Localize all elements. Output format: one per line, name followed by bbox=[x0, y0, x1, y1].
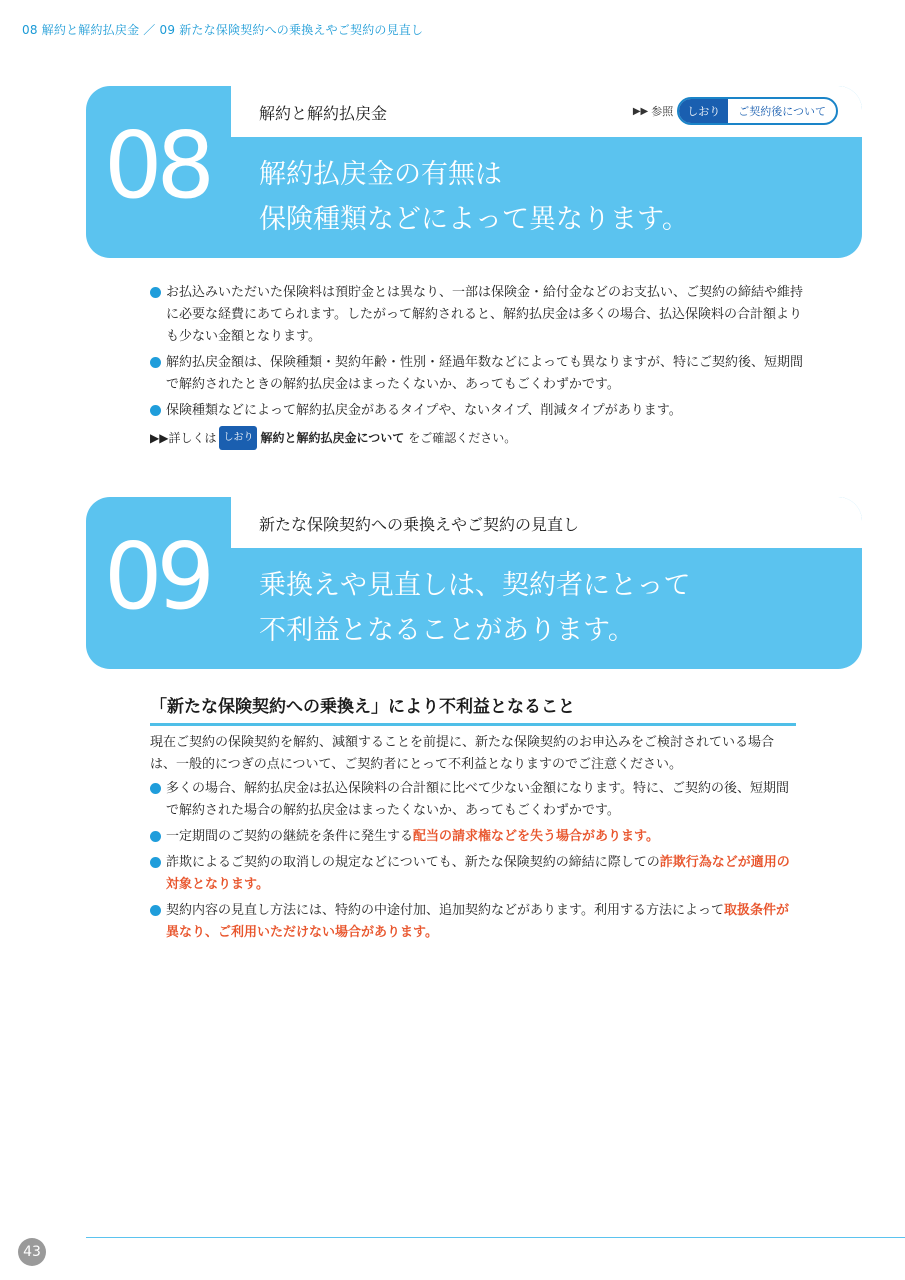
shiori-tag: しおり bbox=[219, 426, 257, 450]
section-headline bbox=[259, 152, 689, 242]
bullet-icon bbox=[150, 783, 161, 794]
ref-text: ご契約後について bbox=[738, 105, 826, 118]
headline-line: 保険種類などによって異なります。 bbox=[259, 204, 689, 235]
headline-line: 不利益となることがあります。 bbox=[259, 615, 635, 646]
highlight-text: 配当の請求権などを失う場合があります。 bbox=[413, 829, 659, 844]
sub-heading: 「新たな保険契約への乗換え」により不利益となること bbox=[150, 692, 796, 726]
reference-link[interactable] bbox=[633, 97, 838, 125]
section-08-body bbox=[150, 282, 810, 450]
list-item: お払込みいただいた保険料は預貯金とは異なり、一部は保険金・給付金などのお支払い、ご契約の締結や維持に必要な経費にあてられます。したがって解約されると、解約払戻金は多くの場合、払込保険料の合計額よりも少ない金額となります。 bbox=[150, 282, 810, 348]
intro-paragraph: 現在ご契約の保険契約を解約、減額することを前提に、新たな保険契約のお申込みをご検討されている場合は、一般的につぎの点について、ご契約者にとって不利益となりますのでご注意ください。 bbox=[150, 735, 775, 772]
section-09-header bbox=[86, 497, 862, 669]
section-label-bar bbox=[231, 86, 862, 137]
list-item: 解約払戻金額は、保険種類・契約年齢・性別・経過年数などによっても異なりますが、特にご契約後、短期間で解約されたときの解約払戻金はまったくないか、あってもごくわずかです。 bbox=[150, 352, 810, 396]
bullet-icon bbox=[150, 857, 161, 868]
arrow-icon: ▶▶ bbox=[632, 105, 649, 117]
breadcrumb: 08 解約と解約払戻金 ／ 09 新たな保険契約への乗換えやご契約の見直し bbox=[22, 23, 424, 37]
highlight-text: 詐欺行為などが適用の対象となります。 bbox=[166, 855, 790, 892]
section-08-header bbox=[86, 86, 862, 258]
headline-line: 乗換えや見直しは、契約者にとって bbox=[259, 570, 691, 601]
section-number: 09 bbox=[104, 523, 210, 630]
list-item: 多くの場合、解約払戻金は払込保険料の合計額に比べて少ない金額になります。特に、ご契約の後、短期間で解約された場合の解約払戻金はまったくないか、あってもごくわずかです。 bbox=[150, 778, 798, 822]
ref-pill[interactable] bbox=[677, 97, 838, 125]
section-number: 08 bbox=[104, 112, 210, 219]
bullet-icon bbox=[150, 357, 161, 368]
section-label-bar bbox=[231, 497, 862, 548]
section-09-body bbox=[150, 732, 798, 948]
bullet-icon bbox=[150, 287, 161, 298]
section-label: 解約と解約払戻金 bbox=[259, 104, 388, 123]
section-headline bbox=[259, 563, 690, 653]
detail-link[interactable]: 解約と解約払戻金について bbox=[260, 431, 405, 445]
bullet-icon bbox=[150, 405, 161, 416]
list-item: 詐欺によるご契約の取消しの規定などについても、新たな保険契約の締結に際しての詐欺行為などが適用の対象となります。 bbox=[150, 852, 798, 896]
list-item: 一定期間のご契約の継続を条件に発生する配当の請求権などを失う場合があります。 bbox=[150, 826, 798, 848]
bullet-icon bbox=[150, 831, 161, 842]
bullet-icon bbox=[150, 905, 161, 916]
section-label: 新たな保険契約への乗換えやご契約の見直し bbox=[259, 515, 580, 534]
highlight-text: 取扱条件が異なり、ご利用いただけない場合があります。 bbox=[166, 903, 789, 940]
shiori-tag: しおり bbox=[679, 99, 728, 123]
list-item: 契約内容の見直し方法には、特約の中途付加、追加契約などがあります。利用する方法によって取扱条件が異なり、ご利用いただけない場合があります。 bbox=[150, 900, 798, 944]
list-item: 保険種類などによって解約払戻金があるタイプや、ないタイプ、削減タイプがあります。 bbox=[150, 400, 810, 422]
detail-reference bbox=[150, 426, 810, 450]
footer-divider bbox=[86, 1237, 905, 1238]
headline-line: 解約払戻金の有無は bbox=[259, 159, 502, 190]
detail-prefix: ▶▶詳しくは bbox=[150, 431, 217, 445]
detail-suffix: をご確認ください。 bbox=[408, 431, 517, 445]
page-number: 43 bbox=[18, 1238, 46, 1266]
ref-label: 参照 bbox=[651, 105, 674, 118]
